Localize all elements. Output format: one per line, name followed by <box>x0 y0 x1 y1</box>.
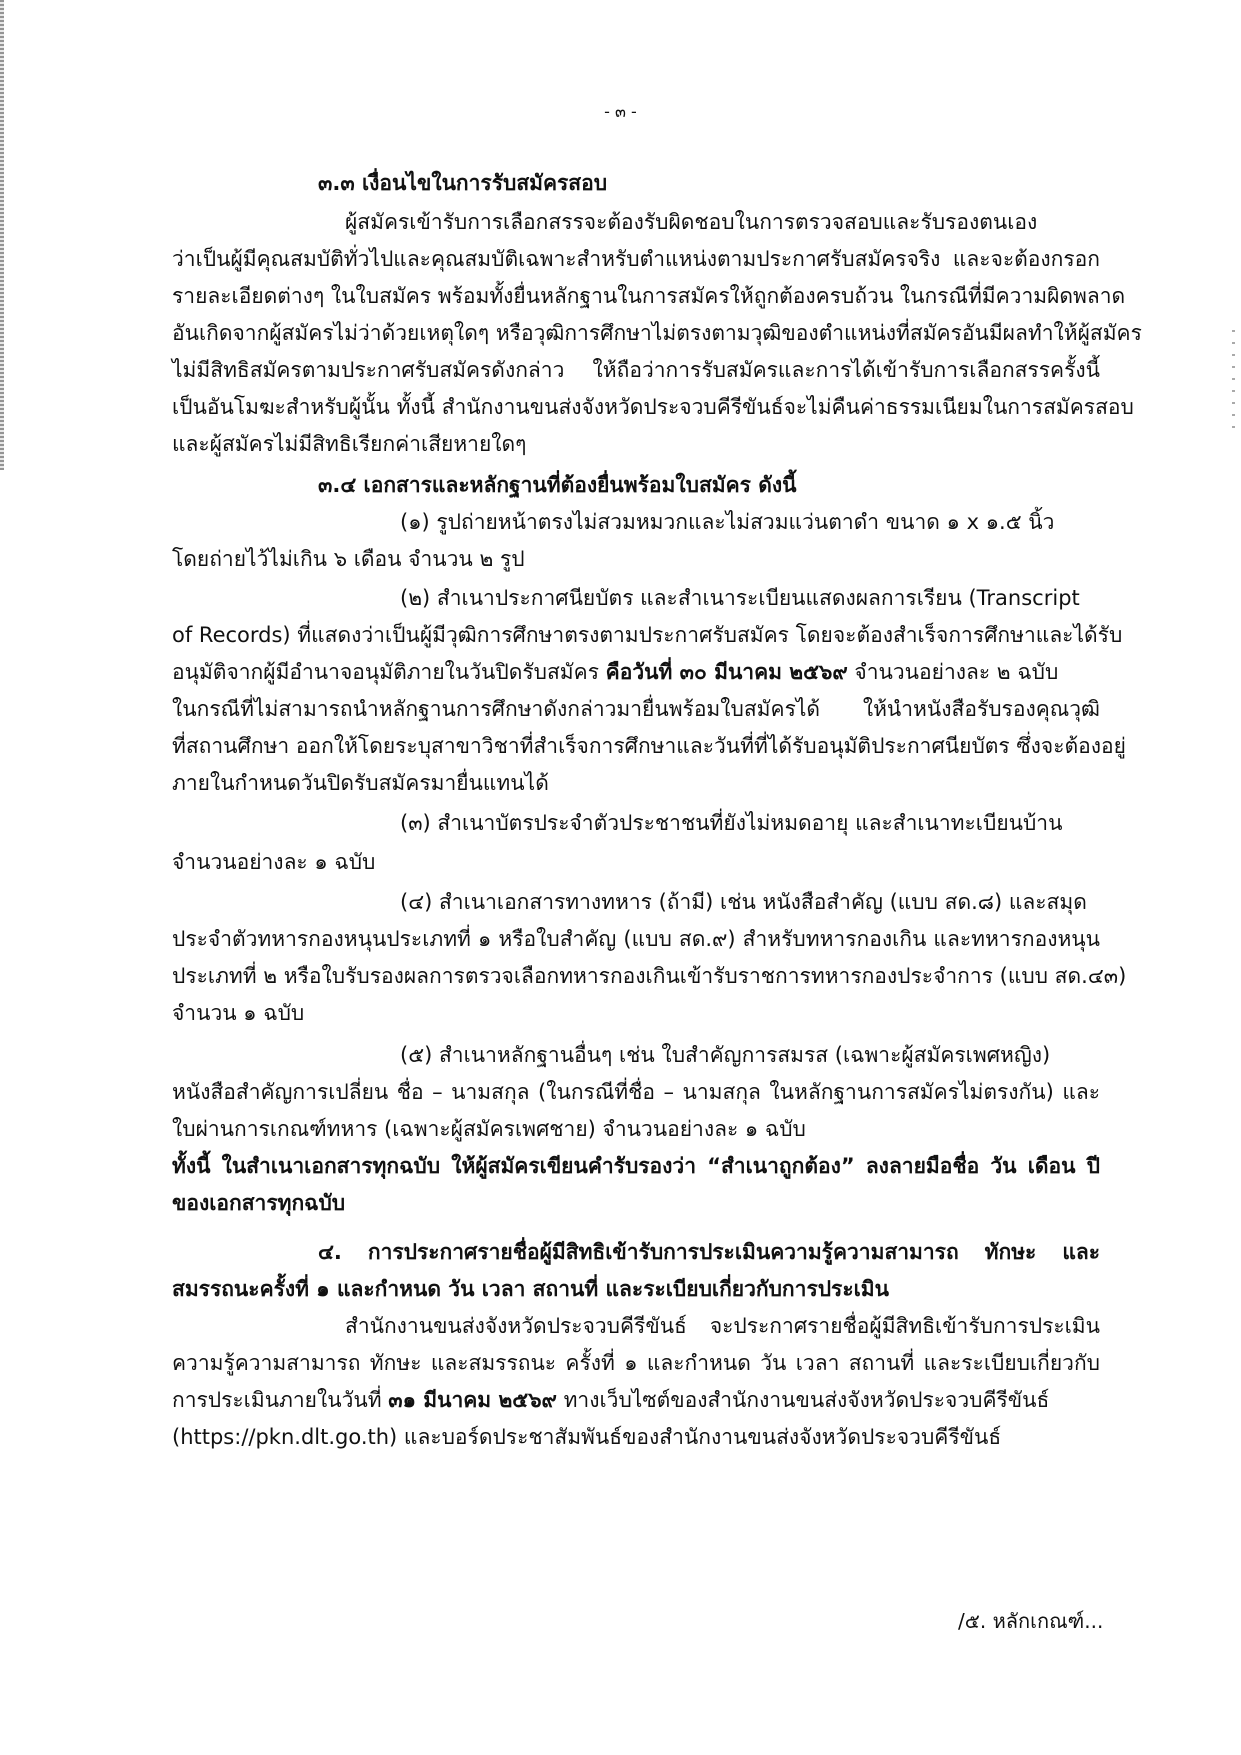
paragraph-line: ผู้สมัครเข้ารับการเลือกสรรจะต้องรับผิดชอบในการตรวจสอบและรับรองตนเอง <box>345 210 1038 234</box>
announcement-date: ๓๑ มีนาคม ๒๕๖๙ <box>388 1388 557 1412</box>
section-4-text: ทางเว็บไซต์ของสำนักงานขนส่งจังหวัดประจวบคีรีขันธ์ <box>556 1388 1050 1412</box>
certification-note: ของเอกสารทุกฉบับ <box>172 1191 346 1215</box>
scan-dots-artifact <box>1232 330 1235 430</box>
section-4-line: ความรู้ความสามารถ ทักษะ และสมรรถนะ ครั้งที่ ๑ และกำหนด วัน เวลา สถานที่ และระเบียบเกี่ยวกับ <box>172 1351 1100 1375</box>
continuation-marker: /๕. หลักเกณฑ์... <box>958 1609 1104 1633</box>
item-2-text: จำนวนอย่างละ ๒ ฉบับ <box>847 660 1059 684</box>
section-3-3-heading: ๓.๓ เงื่อนไขในการรับสมัครสอบ <box>318 171 608 195</box>
section-4-heading: ๔. การประกาศรายชื่อผู้มีสิทธิเข้ารับการประเมินความรู้ความสามารถ ทักษะ และ <box>318 1240 1100 1264</box>
item-2-line-deadline <box>172 657 1058 687</box>
item-5-line: ใบผ่านการเกณฑ์ทหาร (เฉพาะผู้สมัครเพศชาย) จำนวนอย่างละ ๑ ฉบับ <box>172 1117 806 1141</box>
paragraph-line: เป็นอันโมฆะสำหรับผู้นั้น ทั้งนี้ สำนักงานขนส่งจังหวัดประจวบคีรีขันธ์จะไม่คืนค่าธรรมเนียมในการสมัครสอบ <box>172 395 1134 419</box>
page-number: - ๓ - <box>604 102 637 121</box>
item-4-line: (๔) สำเนาเอกสารทางทหาร (ถ้ามี) เช่น หนังสือสำคัญ (แบบ สด.๘) และสมุด <box>400 890 1087 914</box>
paragraph-line: รายละเอียดต่างๆ ในใบสมัคร พร้อมทั้งยื่นหลักฐานในการสมัครให้ถูกต้องครบถ้วน ในกรณีที่มีความผิดพลาด <box>172 284 1126 308</box>
item-2-line: of Records) ที่แสดงว่าเป็นผู้มีวุฒิการศึกษาตรงตามประกาศรับสมัคร โดยจะต้องสำเร็จการศึกษาและได้รับ <box>172 623 1123 647</box>
item-1-line: (๑) รูปถ่ายหน้าตรงไม่สวมหมวกและไม่สวมแว่นตาดำ ขนาด ๑ x ๑.๕ นิ้ว <box>400 510 1055 534</box>
item-3-line: (๓) สำเนาบัตรประจำตัวประชาชนที่ยังไม่หมดอายุ และสำเนาทะเบียนบ้าน <box>400 811 1063 835</box>
item-2-text: อนุมัติจากผู้มีอำนาจอนุมัติภายในวันปิดรับสมัคร <box>172 660 606 684</box>
certification-note: ทั้งนี้ ในสำเนาเอกสารทุกฉบับ ให้ผู้สมัครเขียนคำรับรองว่า “สำเนาถูกต้อง” ลงลายมือชื่อ วัน เดือน ปี <box>172 1154 1100 1178</box>
item-5-line: (๕) สำเนาหลักฐานอื่นๆ เช่น ใบสำคัญการสมรส (เฉพาะผู้สมัครเพศหญิง) <box>400 1043 1051 1067</box>
application-deadline: คือวันที่ ๓๐ มีนาคม ๒๕๖๙ <box>605 660 848 684</box>
item-4-line: ประจำตัวทหารกองหนุนประเภทที่ ๑ หรือใบสำคัญ (แบบ สด.๙) สำหรับทหารกองเกิน และทหารกองหนุน <box>172 927 1100 951</box>
section-4-line-date <box>172 1385 1049 1415</box>
paragraph-line: อันเกิดจากผู้สมัครไม่ว่าด้วยเหตุใดๆ หรือวุฒิการศึกษาไม่ตรงตามวุฒิของตำแหน่งที่สมัครอันมีผลทำให้ผู้สมัคร <box>172 321 1142 345</box>
paragraph-line: ไม่มีสิทธิสมัครตามประกาศรับสมัครดังกล่าว ให้ถือว่าการรับสมัครและการได้เข้ารับการเลือกสรรครั้งนี้ <box>172 358 1100 382</box>
item-1-line: โดยถ่ายไว้ไม่เกิน ๖ เดือน จำนวน ๒ รูป <box>172 547 525 571</box>
section-4-text: การประเมินภายในวันที่ <box>172 1388 389 1412</box>
section-4-heading: สมรรถนะครั้งที่ ๑ และกำหนด วัน เวลา สถานที่ และระเบียบเกี่ยวกับการประเมิน <box>172 1277 889 1301</box>
item-4-line: ประเภทที่ ๒ หรือใบรับรองผลการตรวจเลือกทหารกองเกินเข้ารับราชการทหารกองประจำการ (แบบ สด.๔๓) <box>172 964 1127 988</box>
item-4-line: จำนวน ๑ ฉบับ <box>172 1001 305 1025</box>
paragraph-line: ว่าเป็นผู้มีคุณสมบัติทั่วไปและคุณสมบัติเฉพาะสำหรับตำแหน่งตามประกาศรับสมัครจริง และจะต้องกรอก <box>172 247 1100 271</box>
website-reference: (https://pkn.dlt.go.th) และบอร์ดประชาสัมพันธ์ของสำนักงานขนส่งจังหวัดประจวบคีรีขันธ์ <box>172 1425 1002 1449</box>
section-3-4-heading: ๓.๔ เอกสารและหลักฐานที่ต้องยื่นพร้อมใบสมัคร ดังนี้ <box>318 473 797 497</box>
scan-edge-artifact <box>0 0 4 470</box>
section-4-line: สำนักงานขนส่งจังหวัดประจวบคีรีขันธ์ จะประกาศรายชื่อผู้มีสิทธิเข้ารับการประเมิน <box>345 1314 1100 1338</box>
item-3-line: จำนวนอย่างละ ๑ ฉบับ <box>172 850 376 874</box>
item-2-line: (๒) สำเนาประกาศนียบัตร และสำเนาระเบียนแสดงผลการเรียน (Transcript <box>400 586 1080 610</box>
paragraph-line: และผู้สมัครไม่มีสิทธิเรียกค่าเสียหายใดๆ <box>172 432 527 456</box>
item-5-line: หนังสือสำคัญการเปลี่ยน ชื่อ – นามสกุล (ในกรณีที่ชื่อ – นามสกุล ในหลักฐานการสมัครไม่ตรงกัน) และ <box>172 1080 1100 1104</box>
item-2-line: ในกรณีที่ไม่สามารถนำหลักฐานการศึกษาดังกล่าวมายื่นพร้อมใบสมัครได้ ให้นำหนังสือรับรองคุณวุฒิ <box>172 697 1100 721</box>
item-2-line: ที่สถานศึกษา ออกให้โดยระบุสาขาวิชาที่สำเร็จการศึกษาและวันที่ที่ได้รับอนุมัติประกาศนียบัตร ซึ่งจะต้องอยู่ <box>172 734 1126 758</box>
item-2-line: ภายในกำหนดวันปิดรับสมัครมายื่นแทนได้ <box>172 771 549 795</box>
